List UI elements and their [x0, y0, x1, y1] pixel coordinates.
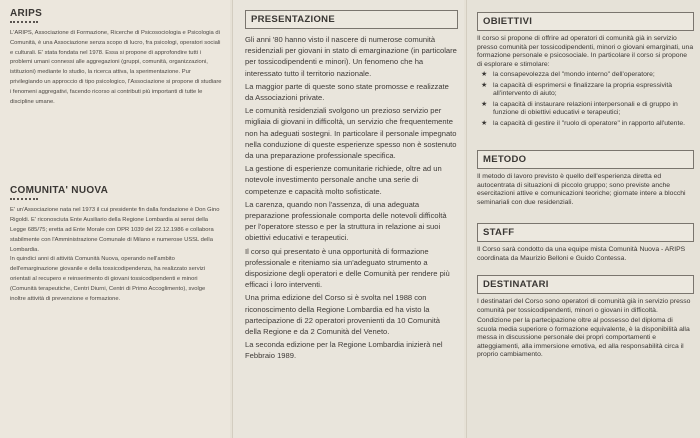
obiettivi-intro: Il corso si propone di offrire ad operatori di comunità già in servizio presso comunità per tossicodipendenti, minori o giovani emarginati, una formazione personale e psicosociale. In particolare il corso si propone di esplorare e stimolare:: [477, 35, 694, 68]
metodo-text: Il metodo di lavoro previsto è quello dell'esperienza diretta ed autocentrata di situazioni di piccolo gruppo; sono previste anche esercitazioni attive e comunicazioni teoriche; giornate intere a blocchi seminariali con due residenziali.: [477, 173, 686, 206]
staff-heading: STAFF: [477, 223, 694, 242]
arips-text: L'ARIPS, Associazione di Formazione, Ricerche di Psicosociologia e Psicologia di Comunità, è una Associazione senza scopo di lucro, fra psicologi, operatori sociali e culturali. E' stata fondata nel 1978. Essa si propone di approfondire tutti i problemi umani connessi alle aggregazioni (gruppi, comunità, organizzazioni, istituzioni) mediante lo studio, la ricerca attiva, la sperimentazione. Pur privilegiando un approccio di tipo psicologico, l'Associazione si propone di studiare i fenomeni aggregativi, facendo ricorso ai contributi più importanti di tutte le discipline umane.: [10, 30, 222, 105]
arips-heading: ARIPS: [10, 8, 43, 19]
comunita-nuova-text-2: In quindici anni di attività Comunità Nuova, operando nell'ambito dell'emarginazione giovanile e della tossicodipendenza, ha realizzato servizi orientati al recupero e reinserimento di giovani tossicodipendenti e minori (Comunità terapeutiche, Centri Diurni, Centri di Primo Accoglimento), svolge inoltre attività di prevenzione e formazione.: [10, 256, 206, 302]
presentazione-paragraph: Una prima edizione del Corso si è svolta nel 1988 con riconoscimento della Regione Lombardia ed ha visto la partecipazione di 22 operatori provenienti da 10 Comunità della Regione e da 2 Comunità del Veneto.: [245, 293, 441, 337]
destinatari-text-1: I destinatari del Corso sono operatori di comunità già in servizio presso comunità per tossicodipendenti, minori o giovani in difficoltà.: [477, 298, 691, 314]
column-right: [466, 0, 700, 438]
list-item: ★ la capacità di gestire il "ruolo di operatore" in rapporto all'utente.: [481, 119, 686, 127]
star-icon: ★: [481, 100, 488, 108]
presentazione-paragraph: La gestione di esperienze comunitarie richiede, oltre ad un notevole investimento personale anche una serie di competenze e capacità molto sofisticate.: [245, 164, 442, 196]
presentazione-paragraph: La maggior parte di queste sono state promosse e realizzate da Associazioni private.: [245, 81, 449, 103]
presentazione-paragraph: La carenza, quando non l'assenza, di una adeguata preparazione professionale comporta delle notevoli difficoltà per l'operatore stesso e per la struttura in relazione ai suoi obiettivi educativi e terapeutici.: [245, 199, 447, 243]
heading-underline: [10, 21, 38, 23]
comunita-nuova-heading: COMUNITA' NUOVA: [10, 185, 109, 197]
presentazione-paragraph: Gli anni '80 hanno visto il nascere di numerose comunità residenziali per giovani in stato di emarginazione (in particolare per tossicodipendenti e minori). Un fenomeno che ha interessato tutto il territorio nazionale.: [245, 35, 457, 78]
list-item: ★ la capacità di instaurare relazioni interpersonali e di gruppo in funzione di obiettivi educativi e terapeutici;: [481, 100, 678, 116]
column-center: [232, 0, 464, 438]
heading-underline: [10, 198, 38, 200]
comunita-nuova-text-1: E' un'Associazione nata nel 1973 il cui presidente fin dalla fondazione è Don Gino Rigoldi. E' riconosciuta Ente Ausiliario della Regione Lombardia ai sensi della Legge 685/75; eretta ad Ente Morale con DPR 1039 del 22.12.1986 e collabora stabilmente con l'Amministrazione Comunale di Milano e numerose USSL della Lombardia.: [10, 207, 220, 253]
column-left: [0, 0, 230, 438]
star-icon: ★: [481, 119, 488, 127]
obiettivi-list: [477, 71, 694, 128]
obiettivi-heading: OBIETTIVI: [477, 12, 694, 31]
presentazione-paragraph: Il corso qui presentato è una opportunità di formazione professionale e riteniamo sia un'adeguato strumento a disposizione degli operatori e delle Comunità per rendere più efficaci i loro interventi.: [245, 246, 450, 290]
metodo-heading: METODO: [477, 150, 694, 169]
presentazione-heading: PRESENTAZIONE: [245, 10, 458, 29]
destinatari-heading: DESTINATARI: [477, 275, 694, 294]
star-icon: ★: [481, 71, 488, 78]
destinatari-text-2: Condizione per la partecipazione oltre al possesso del diploma di scuola media superiore o formazione equivalente, è la disponibilità alla messa in discussione personale dei propri comportamenti e atteggiamenti, alla immersione emotiva, ed alla responsabilità circa il proprio cambiamento.: [477, 317, 690, 358]
presentazione-paragraph: Le comunità residenziali svolgono un prezioso servizio per migliaia di giovani in difficoltà, un servizio che frequentemente non ha adeguati sostegni. In particolare il personale impegnato nella conduzione di queste esperienze spesso non è sostenuto da una preparazione professionale specifica.: [245, 106, 457, 161]
staff-text: Il Corso sarà condotto da una equipe mista Comunità Nuova - ARIPS coordinata da Maurizio Belloni e Guido Contessa.: [477, 246, 686, 262]
list-item: ★ la consapevolezza del "mondo interno" dell'operatore;: [481, 71, 655, 78]
star-icon: ★: [481, 81, 488, 89]
presentazione-paragraph: La seconda edizione per la Regione Lombardia inizierà nel Febbraio 1989.: [245, 340, 443, 361]
list-item: ★ la capacità di esprimersi e finalizzare la propria espressività all'intervento di aiuto;: [481, 81, 673, 97]
